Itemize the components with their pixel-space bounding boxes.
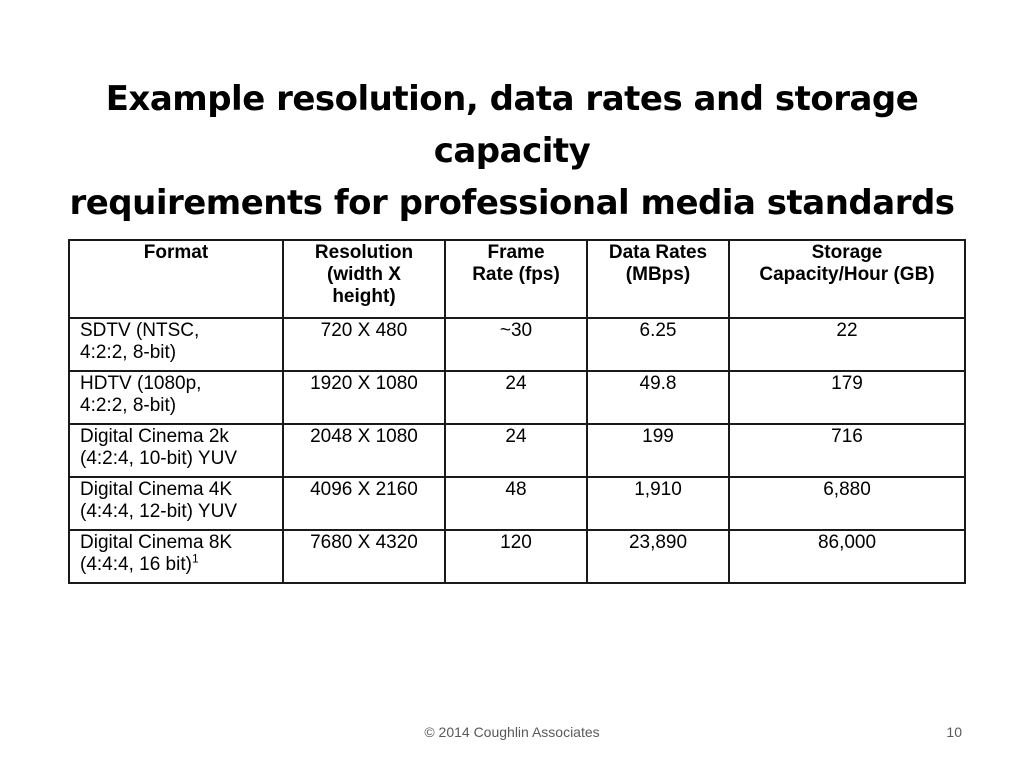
slide-title (40, 73, 984, 229)
cell-storage: 6,880 (729, 477, 965, 530)
media-standards-table (68, 239, 966, 584)
header-data-rates: Data Rates (MBps) (587, 240, 729, 318)
cell-data-rate: 23,890 (587, 530, 729, 583)
table-row (69, 318, 965, 371)
cell-frame-rate: 24 (445, 424, 587, 477)
header-frame-rate: Frame Rate (fps) (445, 240, 587, 318)
page-number: 10 (946, 724, 962, 740)
cell-storage: 22 (729, 318, 965, 371)
slide-title-line-2: requirements for professional media standards (69, 182, 955, 223)
cell-resolution: 720 X 480 (283, 318, 445, 371)
table-row (69, 477, 965, 530)
cell-storage: 86,000 (729, 530, 965, 583)
cell-storage: 179 (729, 371, 965, 424)
cell-resolution: 4096 X 2160 (283, 477, 445, 530)
table-header-row (69, 240, 965, 318)
cell-resolution: 2048 X 1080 (283, 424, 445, 477)
cell-frame-rate: 120 (445, 530, 587, 583)
cell-format: Digital Cinema 2k (4:2:4, 10-bit) YUV (69, 424, 283, 477)
cell-resolution: 7680 X 4320 (283, 530, 445, 583)
footnote-marker: 1 (191, 551, 199, 566)
cell-frame-rate: ~30 (445, 318, 587, 371)
header-format: Format (69, 240, 283, 318)
cell-storage: 716 (729, 424, 965, 477)
table-row (69, 530, 965, 583)
table-row (69, 371, 965, 424)
cell-resolution: 1920 X 1080 (283, 371, 445, 424)
cell-format: SDTV (NTSC, 4:2:2, 8-bit) (69, 318, 283, 371)
cell-frame-rate: 48 (445, 477, 587, 530)
cell-format: Digital Cinema 8K (4:4:4, 16 bit)$^1$ (69, 530, 283, 583)
slide-title-line-1: Example resolution, data rates and storage capacity (105, 78, 919, 171)
copyright-text: © 2014 Coughlin Associates (424, 724, 600, 740)
cell-data-rate: 1,910 (587, 477, 729, 530)
cell-format: HDTV (1080p, 4:2:2, 8-bit) (69, 371, 283, 424)
cell-frame-rate: 24 (445, 371, 587, 424)
cell-data-rate: 6.25 (587, 318, 729, 371)
cell-format: Digital Cinema 4K (4:4:4, 12-bit) YUV (69, 477, 283, 530)
header-storage-capacity: Storage Capacity/Hour (GB) (729, 240, 965, 318)
cell-data-rate: 199 (587, 424, 729, 477)
cell-data-rate: 49.8 (587, 371, 729, 424)
header-resolution: Resolution (width X height) (283, 240, 445, 318)
table-row (69, 424, 965, 477)
